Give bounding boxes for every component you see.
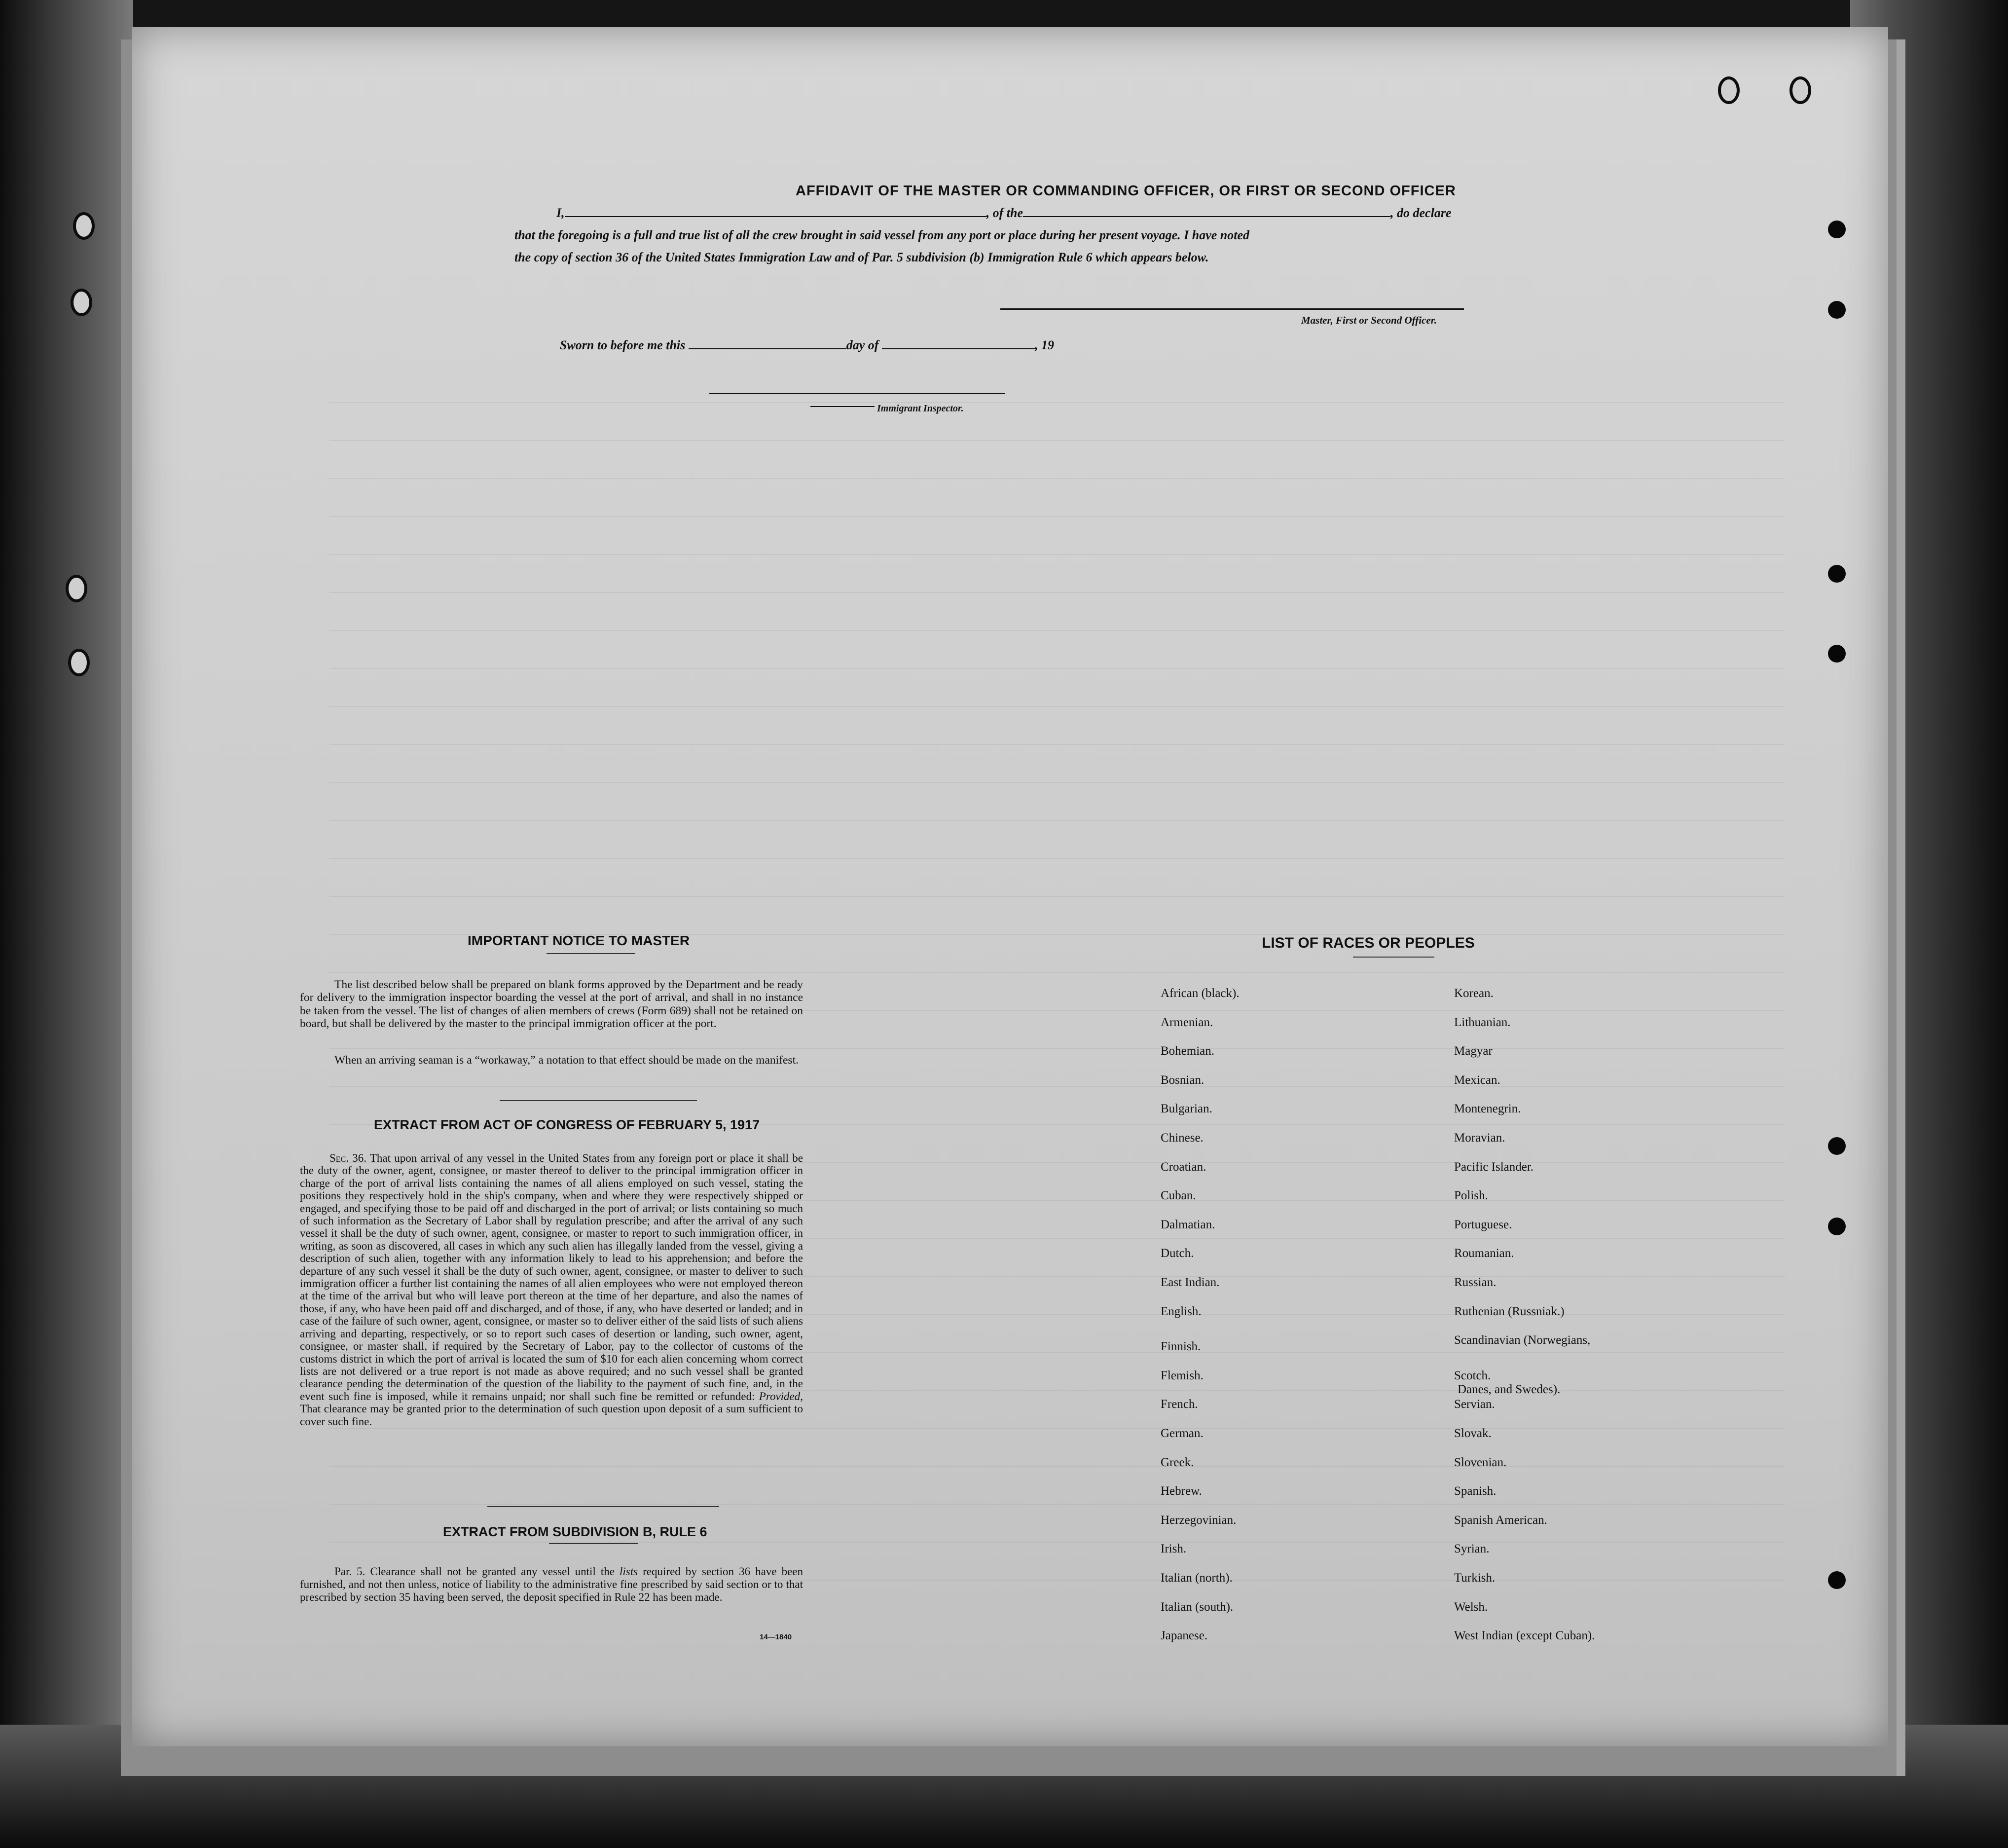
race-item: Mexican. [1454, 1073, 1500, 1087]
sworn-prefix: Sworn to before me this [560, 338, 686, 352]
race-item: Magyar [1454, 1044, 1493, 1058]
race-item: Bulgarian. [1161, 1102, 1212, 1116]
affidavit-line-1 [556, 206, 1451, 221]
race-item: Herzegovinian. [1161, 1513, 1237, 1527]
bleed-through-row [329, 440, 1785, 441]
bleed-through-row [329, 972, 1785, 973]
divider [500, 1100, 697, 1101]
binder-ring [73, 212, 95, 240]
race-item: French. [1161, 1398, 1198, 1411]
punch-hole [1828, 1218, 1846, 1235]
race-item: Cuban. [1161, 1189, 1196, 1203]
race-item-scandinavian-continued: Danes, and Swedes). [1458, 1383, 1561, 1396]
race-item: Armenian. [1161, 1015, 1213, 1029]
provided-label: Provided, [759, 1390, 803, 1403]
rule-text-start: Par. 5. Clearance shall not be granted any vessel until the [334, 1565, 615, 1578]
bleed-through-row [329, 820, 1785, 821]
section-label: Sec. 36. [329, 1152, 367, 1164]
race-item: Polish. [1454, 1189, 1488, 1203]
race-item: Greek. [1161, 1455, 1194, 1469]
extract-rule-text [300, 1565, 803, 1603]
bleed-through-row [329, 1048, 1785, 1049]
notice-paragraph-2: When an arriving seaman is a “workaway,” a notation to that effect should be made on the manifest. [334, 1054, 799, 1067]
affidavit-of-the: , of the [986, 206, 1023, 220]
bleed-through-row [329, 516, 1785, 517]
scanner-edge-left [0, 0, 133, 1848]
race-item: Moravian. [1454, 1131, 1505, 1145]
bleed-through-row [329, 782, 1785, 783]
race-item: Turkish. [1454, 1571, 1496, 1585]
affidavit-i: I, [556, 206, 565, 220]
section-36-text: That upon arrival of any vessel in the United States from any foreign port or place it shall be the duty of the owner, agent, consignee, or master thereof to deliver to the principal immigration officer in charge of the port of arrival lists containing the names of all aliens employed on such vessel, stating the positions they respectively hold in the ship's company, when and where they were respectively shipped or engaged, and specifying those to be paid off and discharged in the port of arrival; or lists containing so much of such information as the Secretary of Labor shall by regulation prescribe; and after the arrival of any such vessel it shall be the duty of such owner, agent, consignee, or master to report to such immigration officer, in writing, as soon as discovered, all cases in which any such alien has illegally landed from the vessel, giving a description of such alien, together with any information likely to lead to his apprehension; and before the departure of any such vessel it shall be the duty of such owner, agent, consignee, or master to deliver to such immigration officer a further list containing the names of all alien employees who were not employed thereon at the time of the arrival but who will leave port thereon at the time of her departure, and also the names of those, if any, who have been paid off and discharged, and of those, if any, who have deserted or landed; and in case of the failure of such owner, agent, consignee, or master so to deliver either of the said lists of such aliens arriving and departing, respectively, or so to report such cases of desertion or landing, such owner, agent, consignee, or master shall, if required by the Secretary of Labor, pay to the collector of customs of the customs district in which the port of arrival is located the sum of $10 for each alien concerning whom correct lists are not delivered or a true report is not made as above required; and no such vessel shall be granted clearance pending the determination of the question of the liability to the payment of such fine, and, in the event such fine is imposed, while it remains unpaid; nor shall such fine be remitted or refunded: [300, 1152, 803, 1403]
punch-hole [1828, 221, 1846, 238]
race-item: Italian (south). [1161, 1600, 1234, 1614]
bleed-through-row [329, 630, 1785, 631]
bleed-through-row [329, 1428, 1785, 1429]
rule-text-end: required by section 36 have been furnished, and not then unless, notice of liability to the administrative fine prescribed by said section or to that prescribed by section 35 having been served, the deposit specified in Rule 22 has been made. [300, 1565, 803, 1603]
extract-rule-title: EXTRACT FROM SUBDIVISION B, RULE 6 [443, 1524, 707, 1539]
punch-hole [1828, 565, 1846, 583]
race-item: Dalmatian. [1161, 1218, 1215, 1231]
race-item: Montenegrin. [1454, 1102, 1521, 1116]
notice-paragraph-1: The list described below shall be prepared on blank forms approved by the Department and be ready for delivery to the immigration inspector boarding the vessel at the port of arrival, and shall in no instance be taken from the vessel. The list of changes of alien members of crews (Form 689) shall not be retained on board, but shall be delivered by the master to the principal immigration officer at the port. [300, 978, 803, 1030]
bleed-through-row [329, 554, 1785, 555]
race-item: East Indian. [1161, 1276, 1220, 1289]
race-item: Korean. [1454, 987, 1494, 1000]
affidavit-title: AFFIDAVIT OF THE MASTER OR COMMANDING OFFICER, OR FIRST OR SECOND OFFICER [796, 183, 1456, 199]
race-item: Ruthenian (Russniak.) [1454, 1304, 1565, 1318]
punch-hole [1828, 1137, 1846, 1155]
bleed-through-row [329, 478, 1785, 479]
bleed-through-row [329, 1466, 1785, 1467]
punch-hole [1828, 301, 1846, 319]
extract-act-title: EXTRACT FROM ACT OF CONGRESS OF FEBRUARY 5, 1917 [374, 1117, 760, 1132]
race-item: Slovenian. [1454, 1455, 1507, 1469]
race-item: Spanish. [1454, 1484, 1497, 1498]
sworn-day-field[interactable] [689, 348, 846, 349]
binder-ring [71, 289, 92, 316]
bleed-through-row [329, 402, 1785, 403]
sworn-day-of: day of [846, 338, 879, 352]
declarant-name-field[interactable] [565, 216, 986, 217]
punch-hole [1828, 645, 1846, 663]
vessel-name-field[interactable] [1023, 216, 1390, 217]
divider [549, 1543, 638, 1544]
sworn-year: , 19 [1034, 338, 1054, 352]
extract-act-text [300, 1152, 803, 1428]
affidavit-line-2: that the foregoing is a full and true list of all the crew brought in said vessel from any port or place during her present voyage. I have noted [514, 228, 1250, 242]
race-item: Russian. [1454, 1276, 1497, 1289]
sworn-line [560, 338, 1054, 353]
binder-ring [1718, 76, 1740, 104]
race-item: Italian (north). [1161, 1571, 1233, 1585]
sworn-month-field[interactable] [882, 348, 1035, 349]
bleed-through-row [329, 668, 1785, 669]
affidavit-line-3: the copy of section 36 of the United States Immigration Law and of Par. 5 subdivision (b) Immigration Rule 6 which appears below. [514, 250, 1209, 264]
race-item: Pacific Islander. [1454, 1160, 1534, 1174]
punch-hole [1828, 1571, 1846, 1589]
race-item: Flemish. [1161, 1368, 1204, 1382]
bleed-through-row [329, 706, 1785, 707]
race-item: Syrian. [1454, 1542, 1490, 1556]
inspector-label: Immigrant Inspector. [877, 403, 964, 414]
bleed-through-row [329, 896, 1785, 897]
race-item: Finnish. [1161, 1340, 1201, 1354]
bleed-through-row [329, 1086, 1785, 1087]
race-item: Scandinavian (Norwegians, [1454, 1333, 1591, 1347]
race-item: West Indian (except Cuban). [1454, 1629, 1595, 1643]
race-item: Lithuanian. [1454, 1015, 1511, 1029]
bleed-through-row [329, 744, 1785, 745]
race-item: Dutch. [1161, 1247, 1194, 1260]
race-item: Welsh. [1454, 1600, 1488, 1614]
race-item: Croatian. [1161, 1160, 1206, 1174]
race-item: Chinese. [1161, 1131, 1204, 1145]
race-item: Slovak. [1454, 1427, 1492, 1440]
section-36-text-end: That clearance may be granted prior to the determination of such question upon deposit of a sum sufficient to cover such fine. [300, 1403, 803, 1428]
race-item: Servian. [1454, 1398, 1495, 1411]
race-item: Japanese. [1161, 1629, 1208, 1643]
manifest-back-sheet [132, 27, 1888, 1746]
race-item: Hebrew. [1161, 1484, 1202, 1498]
race-item: Portuguese. [1454, 1218, 1512, 1231]
bleed-through-row [329, 1542, 1785, 1543]
race-item: Scotch. [1454, 1368, 1491, 1382]
race-item: German. [1161, 1427, 1204, 1440]
race-item: African (black). [1161, 987, 1240, 1000]
divider [1353, 957, 1434, 958]
master-signature-line[interactable] [1000, 308, 1464, 310]
race-item: Spanish American. [1454, 1513, 1547, 1527]
divider [547, 953, 635, 954]
bleed-through-row [329, 592, 1785, 593]
form-number: 14—1840 [760, 1633, 792, 1641]
bleed-through-row [329, 858, 1785, 859]
binder-ring [1789, 76, 1811, 104]
bleed-through-row [329, 1504, 1785, 1505]
divider [487, 1506, 719, 1507]
affidavit-do-declare: , do declare [1390, 206, 1452, 220]
notice-title: IMPORTANT NOTICE TO MASTER [468, 933, 690, 948]
race-item: English. [1161, 1304, 1202, 1318]
binder-ring [68, 649, 90, 676]
binder-ring [66, 575, 87, 602]
master-signature-label: Master, First or Second Officer. [1301, 314, 1437, 326]
race-item: Irish. [1161, 1542, 1187, 1556]
races-title: LIST OF RACES OR PEOPLES [1262, 935, 1475, 951]
inspector-signature-line[interactable] [709, 393, 1005, 394]
rule-lists-word: lists [620, 1565, 638, 1578]
race-item: Roumanian. [1454, 1247, 1514, 1260]
race-item: Bosnian. [1161, 1073, 1205, 1087]
inspector-short-line [810, 406, 875, 407]
race-item: Bohemian. [1161, 1044, 1215, 1058]
